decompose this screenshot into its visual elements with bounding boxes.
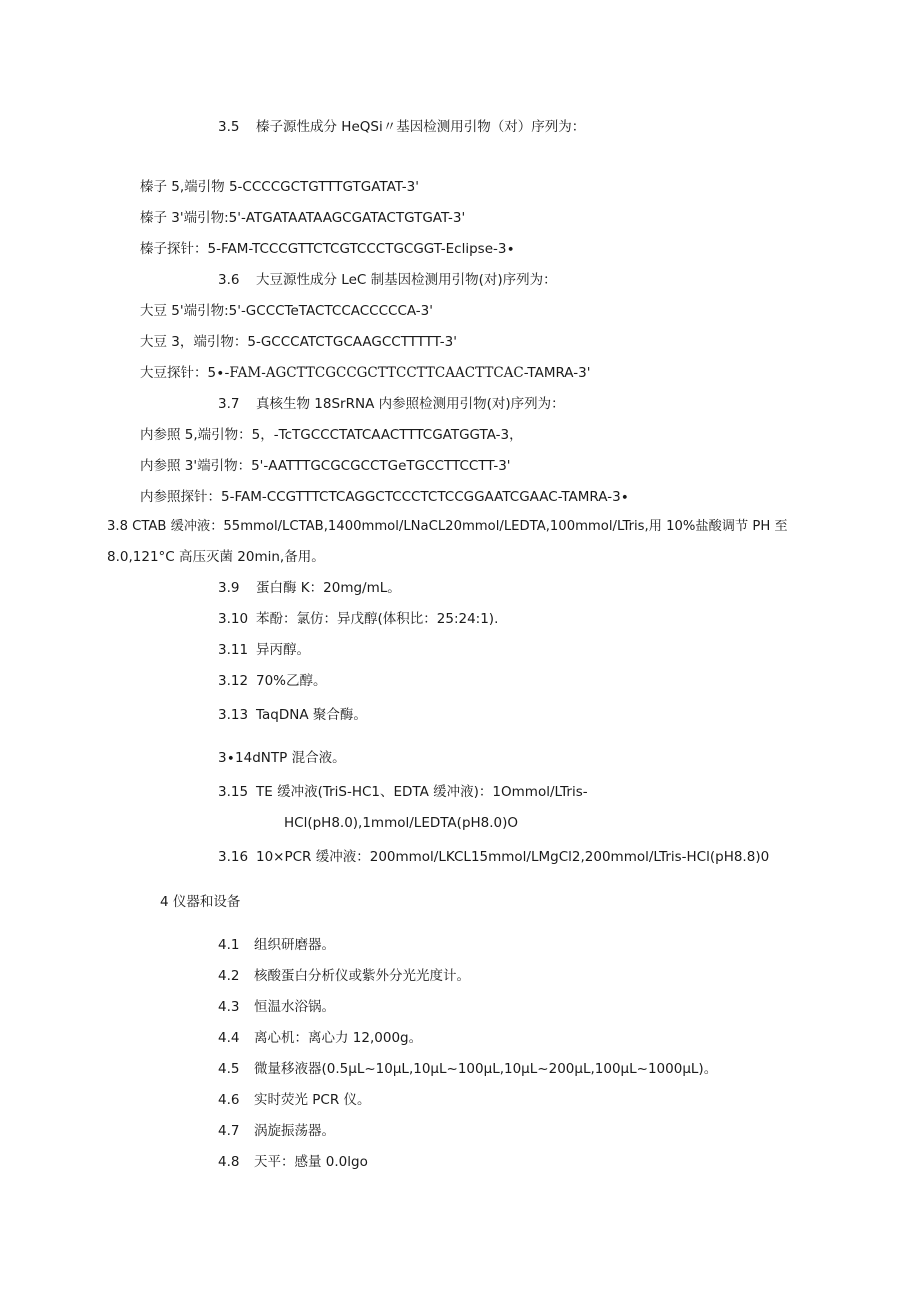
clause-text: 10×PCR 缓冲液：200mmol/LKCL15mmol/LMgCl2,200mmol/LTris-HCl(pH8.8)0 <box>256 849 770 865</box>
clause-number: 3.11 <box>218 642 249 658</box>
clause-3-13 <box>218 705 367 725</box>
clause-text: 天平：感量 0.0lgo <box>254 1154 368 1170</box>
clause-4-3 <box>218 997 335 1017</box>
clause-number: 4.8 <box>218 1154 240 1170</box>
hazel-probe: 榛子探针：5-FAM-TCCCGTTCTCGTCCCTGCGGT-Eclipse-3∙ <box>140 241 515 257</box>
clause-number: 3.9 <box>218 580 240 596</box>
clause-4-7 <box>218 1121 335 1141</box>
clause-text: 涡旋振荡器。 <box>254 1123 335 1139</box>
clause-number: 4.5 <box>218 1061 240 1077</box>
clause-3-12 <box>218 671 327 691</box>
clause-3-6 <box>218 270 557 290</box>
hazel-forward-primer: 榛子 5,端引物 5-CCCCGCTGTTTGTGATAT-3' <box>140 179 419 195</box>
soy-probe-suffix: -TAMRA-3' <box>523 365 591 381</box>
clause-number: 4.1 <box>218 937 240 953</box>
soy-probe-sequence: FAM-AGCTTCGCCGCTTCCTTCAACTTCAC <box>229 365 524 381</box>
clause-3-5 <box>218 117 585 137</box>
soy-reverse-primer: 大豆 3，端引物：5-GCCCATCTGCAAGCCTTTTT-3' <box>140 334 457 350</box>
clause-number: 3.12 <box>218 673 249 689</box>
clause-3-9 <box>218 578 401 598</box>
reference-reverse-primer: 内参照 3'端引物：5'-AATTTGCGCGCCTGeTGCCTTCCTT-3' <box>140 458 511 474</box>
clause-text: 真核生物 18SrRNA 内参照检测用引物(对)序列为： <box>256 396 565 412</box>
clause-4-8 <box>218 1152 368 1172</box>
clause-3-8-line1: 3.8 CTAB 缓冲液：55mmol/LCTAB,1400mmol/LNaCL20mmol/LEDTA,100mmol/LTris,用 10%盐酸调节 PH 至 <box>107 519 788 534</box>
clause-text: 70%乙醇。 <box>256 673 327 689</box>
clause-text: 蛋白酶 K：20mg∕mL。 <box>256 580 401 596</box>
clause-number: 3.16 <box>218 849 249 865</box>
section-4-heading: 4 仪器和设备 <box>160 894 241 910</box>
clause-number: 4.7 <box>218 1123 240 1139</box>
clause-3-10 <box>218 609 498 629</box>
clause-number: 4.6 <box>218 1092 240 1108</box>
clause-3-7 <box>218 394 565 414</box>
clause-number: 3.7 <box>218 396 240 412</box>
clause-text: 榛子源性成分 HeQSi〃基因检测用引物（对）序列为： <box>256 119 586 135</box>
clause-3-14: 3∙14dNTP 混合液。 <box>218 750 346 766</box>
clause-text: 实时荧光 PCR 仪。 <box>254 1092 371 1108</box>
clause-number: 4.3 <box>218 999 240 1015</box>
clause-3-15 <box>218 782 588 802</box>
clause-4-5 <box>218 1059 717 1079</box>
clause-number: 3.5 <box>218 119 240 135</box>
clause-text: 微量移液器(0.5μL~10μL,10μL~100μL,10μL~200μL,100μL~1000μL)。 <box>254 1061 718 1077</box>
clause-3-11 <box>218 640 310 660</box>
clause-4-6 <box>218 1090 371 1110</box>
clause-text: 异丙醇。 <box>256 642 310 658</box>
clause-text: 组织研磨器。 <box>254 937 335 953</box>
clause-number: 3.13 <box>218 707 249 723</box>
clause-4-1 <box>218 935 335 955</box>
clause-text: 离心机：离心力 12,000g。 <box>254 1030 423 1046</box>
clause-4-2 <box>218 966 470 986</box>
hazel-reverse-primer: 榛子 3'端引物:5'-ATGATAATAAGCGATACTGTGAT-3' <box>140 210 466 226</box>
clause-text: 大豆源性成分 LeC 制基因检测用引物(对)序列为： <box>256 272 557 288</box>
clause-number: 3.10 <box>218 611 249 627</box>
clause-number: 3.15 <box>218 784 249 800</box>
clause-text: TaqDNA 聚合酶。 <box>256 707 367 723</box>
clause-number: 3.6 <box>218 272 240 288</box>
reference-forward-primer: 内参照 5,端引物：5，-TcTGCCCTATCAACTTTCGATGGTA-3， <box>140 427 523 443</box>
clause-text: 苯酚：氯仿：异戊醇(体积比：25:24:1). <box>256 611 499 627</box>
clause-text: TE 缓冲液(TriS-HC1、EDTA 缓冲液)：1Ommol/LTris- <box>256 784 588 800</box>
soy-probe <box>140 363 590 383</box>
clause-4-4 <box>218 1028 422 1048</box>
soy-probe-prefix: 大豆探针：5∙- <box>140 365 230 381</box>
clause-3-16 <box>218 847 769 867</box>
clause-text: 核酸蛋白分析仪或紫外分光光度计。 <box>254 968 470 984</box>
reference-probe: 内参照探针：5-FAM-CCGTTTCTCAGGCTCCCTCTCCGGAATCGAAC-TAMRA-3∙ <box>140 489 630 505</box>
clause-text: 恒温水浴锅。 <box>254 999 335 1015</box>
clause-number: 4.4 <box>218 1030 240 1046</box>
clause-3-15-continuation: HCl(pH8.0),1mmol/LEDTA(pH8.0)O <box>284 815 519 831</box>
clause-number: 4.2 <box>218 968 240 984</box>
soy-forward-primer: 大豆 5'端引物:5'-GCCCTeTACTCCACCCCCA-3' <box>140 303 433 319</box>
clause-3-8-line2: 8.0,121°C 高压灭菌 20min,备用。 <box>107 549 325 565</box>
